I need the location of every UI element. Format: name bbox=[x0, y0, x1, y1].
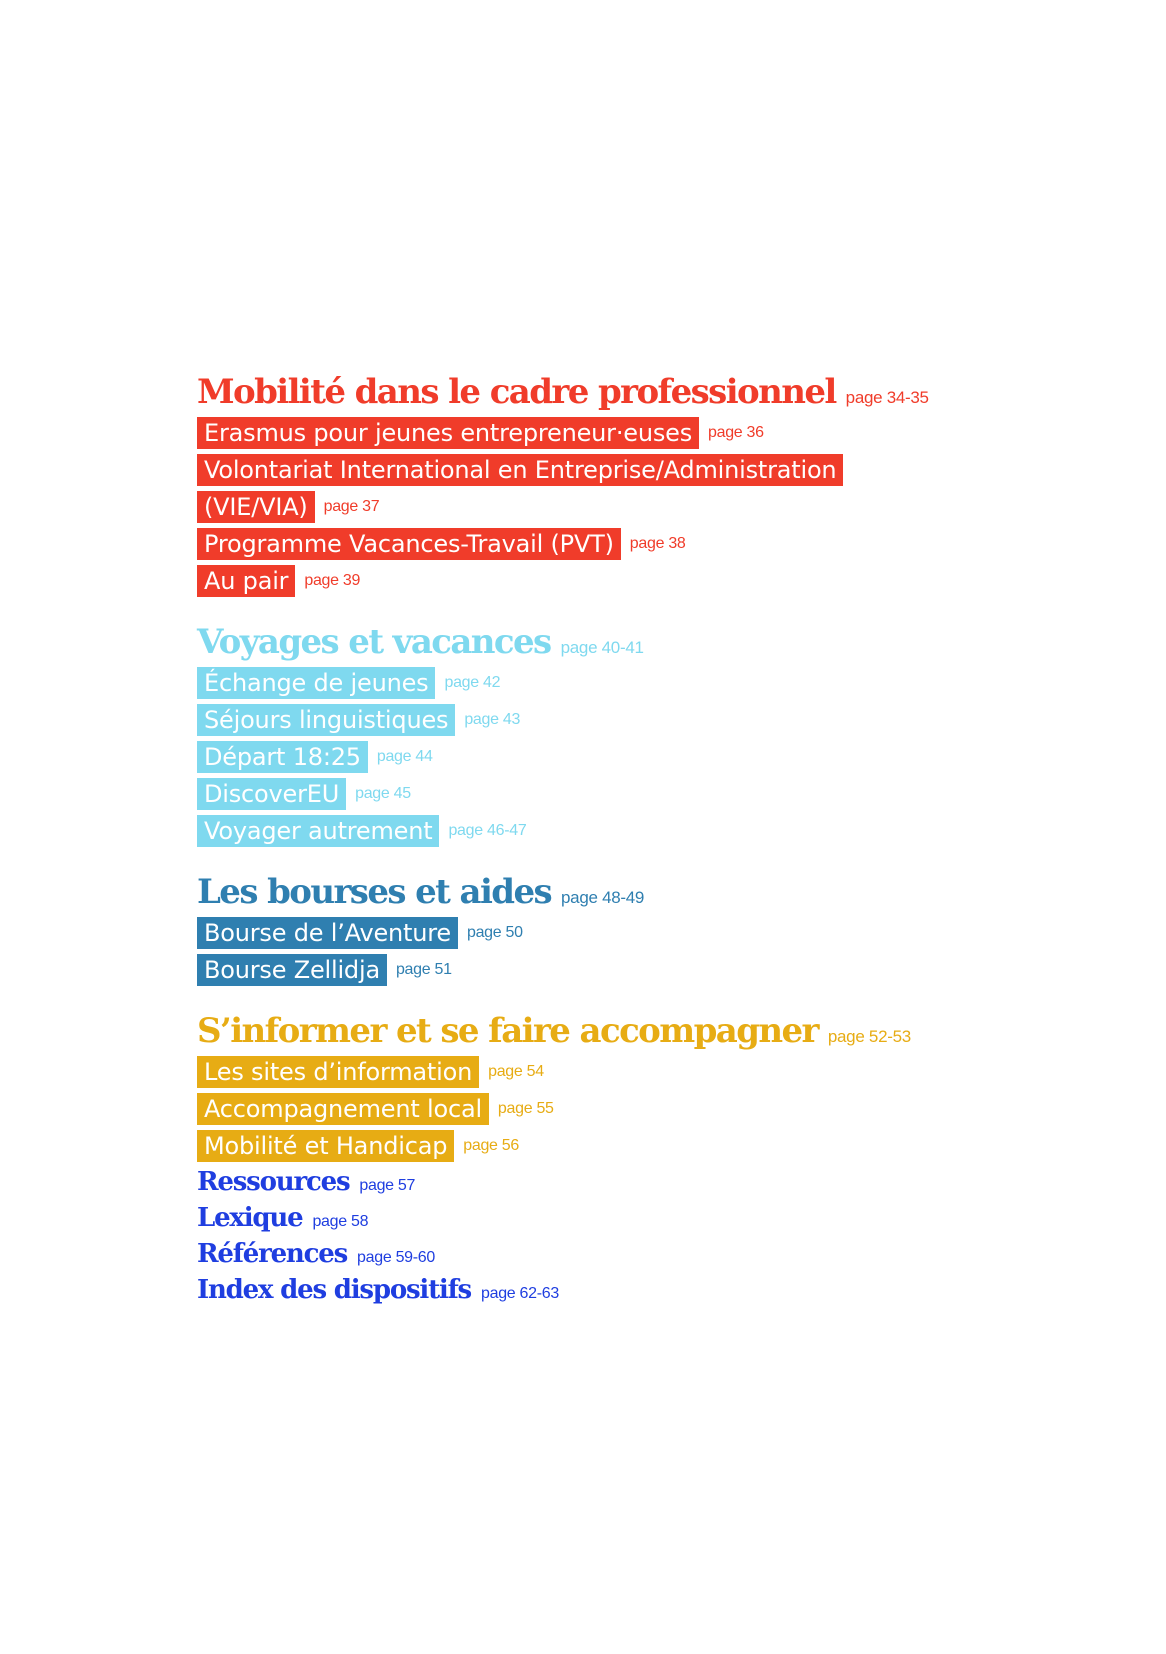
section-heading[interactable] bbox=[197, 622, 997, 662]
toc-entry[interactable] bbox=[197, 1056, 997, 1088]
page-reference: page 59-60 bbox=[357, 1248, 435, 1266]
section-title: Mobilité dans le cadre professionnel bbox=[197, 372, 836, 412]
toc-entry[interactable] bbox=[197, 667, 997, 699]
page-reference: page 48-49 bbox=[561, 888, 645, 907]
page-reference: page 36 bbox=[708, 424, 764, 441]
entry-label: Départ 18:25 bbox=[197, 741, 368, 773]
section-heading[interactable] bbox=[197, 872, 997, 912]
entry-label: Au pair bbox=[197, 565, 295, 597]
toc-entry[interactable] bbox=[197, 741, 997, 773]
page-reference: page 34-35 bbox=[845, 388, 929, 407]
toc-entry[interactable] bbox=[197, 1130, 997, 1162]
entry-label: Programme Vacances-Travail (PVT) bbox=[197, 528, 621, 560]
toc-entry[interactable] bbox=[197, 815, 997, 847]
section-title: Voyages et vacances bbox=[197, 622, 551, 662]
section-travel-holidays bbox=[197, 622, 997, 847]
appendix-title: Ressources bbox=[197, 1167, 350, 1197]
appendix-title: Lexique bbox=[197, 1202, 303, 1233]
appendix-title: Références bbox=[197, 1238, 348, 1269]
page-reference: page 44 bbox=[376, 748, 433, 765]
section-information-support bbox=[197, 1011, 997, 1162]
toc-entry[interactable] bbox=[197, 954, 997, 986]
page-reference: page 55 bbox=[497, 1100, 554, 1117]
section-professional-mobility bbox=[197, 372, 997, 597]
section-grants-aid bbox=[197, 872, 997, 986]
toc-entry[interactable] bbox=[197, 417, 997, 449]
entry-label: Séjours linguistiques bbox=[197, 704, 455, 736]
section-title: Les bourses et aides bbox=[197, 872, 552, 912]
appendix-entry-lexicon[interactable] bbox=[197, 1204, 997, 1234]
entry-label: Voyager autrement bbox=[197, 815, 439, 847]
toc-entry[interactable] bbox=[197, 778, 997, 810]
appendix-list bbox=[197, 1168, 997, 1306]
toc-entry[interactable] bbox=[197, 704, 997, 736]
appendix-entry-resources[interactable] bbox=[197, 1168, 997, 1198]
toc-entry[interactable] bbox=[197, 1093, 997, 1125]
section-title: S’informer et se faire accompagner bbox=[197, 1011, 818, 1051]
entry-label: Erasmus pour jeunes entrepreneur·euses bbox=[197, 417, 699, 449]
entry-label: Accompagnement local bbox=[197, 1093, 489, 1125]
entry-label: DiscoverEU bbox=[197, 778, 346, 810]
page-reference: page 37 bbox=[323, 498, 380, 515]
table-of-contents bbox=[197, 372, 997, 1312]
entry-label: Volontariat International en Entreprise/Administration bbox=[197, 454, 843, 486]
page-reference: page 62-63 bbox=[481, 1284, 559, 1302]
toc-entry[interactable] bbox=[197, 565, 997, 597]
page-reference: page 45 bbox=[355, 785, 411, 802]
entry-label: Les sites d’information bbox=[197, 1056, 479, 1088]
appendix-title: Index des dispositifs bbox=[197, 1274, 471, 1305]
page-reference: page 46-47 bbox=[448, 822, 527, 839]
toc-entry[interactable] bbox=[197, 917, 997, 949]
page-reference: page 52-53 bbox=[827, 1027, 911, 1046]
entry-label: Mobilité et Handicap bbox=[197, 1130, 454, 1162]
page-reference: page 39 bbox=[304, 572, 361, 589]
section-heading[interactable] bbox=[197, 1011, 997, 1051]
toc-entry[interactable] bbox=[197, 454, 997, 523]
page-reference: page 51 bbox=[395, 961, 452, 978]
page-reference: page 42 bbox=[444, 674, 501, 691]
page-reference: page 43 bbox=[464, 711, 521, 728]
page-reference: page 54 bbox=[488, 1063, 544, 1080]
appendix-entry-references[interactable] bbox=[197, 1240, 997, 1270]
page-reference: page 56 bbox=[463, 1137, 519, 1154]
appendix-entry-index[interactable] bbox=[197, 1276, 997, 1306]
section-heading[interactable] bbox=[197, 372, 997, 412]
page-reference: page 40-41 bbox=[560, 638, 644, 657]
page-reference: page 50 bbox=[466, 924, 523, 941]
entry-label: Échange de jeunes bbox=[197, 667, 435, 699]
entry-label: Bourse Zellidja bbox=[197, 954, 387, 986]
toc-entry[interactable] bbox=[197, 528, 997, 560]
page-reference: page 58 bbox=[312, 1212, 369, 1230]
page-reference: page 57 bbox=[359, 1177, 416, 1194]
entry-label-continued: (VIE/VIA) bbox=[197, 491, 315, 523]
page-reference: page 38 bbox=[629, 535, 686, 552]
entry-label: Bourse de l’Aventure bbox=[197, 917, 458, 949]
